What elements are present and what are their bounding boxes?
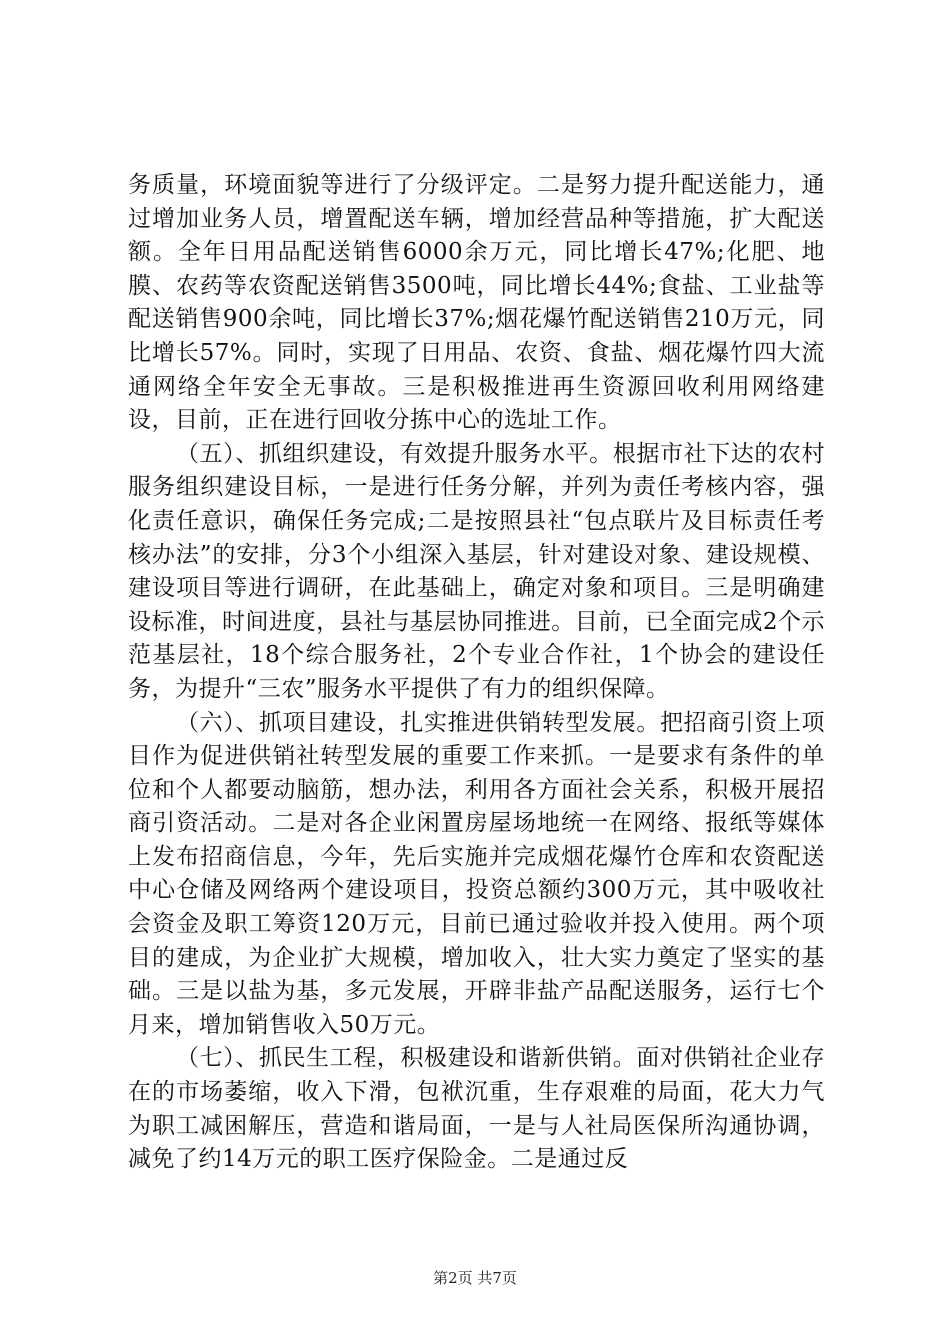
paragraph-section-7: （七）、抓民生工程，积极建设和谐新供销。面对供销社企业存在的市场萎缩，收入下滑，包袱沉重，生存艰难的局面，花大力气为职工减困解压，营造和谐局面，一是与人社局医保所沟通协调，减免了约14万元的职工医疗保险金。二是通过反 — [128, 1045, 825, 1173]
page-number-footer: 第2页 共7页 — [433, 1269, 517, 1287]
paragraph-continuation: 务质量，环境面貌等进行了分级评定。二是努力提升配送能力，通过增加业务人员，增置配送车辆，增加经营品种等措施，扩大配送额。全年日用品配送销售6000余万元，同比增长47%;化肥、地膜、农药等农资配送销售3500吨，同比增长44%;食盐、工业盐等配送销售900余吨，同比增长37%;烟花爆竹配送销售210万元，同比增长57%。同时，实现了日用品、农资、食盐、烟花爆竹四大流通网络全年安全无事故。三是积极推进再生资源回收利用网络建设，目前，正在进行回收分拣中心的选址工作。 — [128, 172, 825, 434]
paragraph-section-5: （五）、抓组织建设，有效提升服务水平。根据市社下达的农村服务组织建设目标，一是进行任务分解，并列为责任考核内容，强化责任意识，确保任务完成;二是按照县社“包点联片及目标责任考核办法”的安排，分3个小组深入基层，针对建设对象、建设规模、建设项目等进行调研，在此基础上，确定对象和项目。三是明确建设标准，时间进度，县社与基层协同推进。目前，已全面完成2个示范基层社，18个综合服务社，2个专业合作社，1个协会的建设任务，为提升“三农”服务水平提供了有力的组织保障。 — [128, 440, 825, 702]
paragraph-section-6: （六）、抓项目建设，扎实推进供销转型发展。把招商引资上项目作为促进供销社转型发展的重要工作来抓。一是要求有条件的单位和个人都要动脑筋，想办法，利用各方面社会关系，积极开展招商引资活动。二是对各企业闲置房屋场地统一在网络、报纸等媒体上发布招商信息，今年，先后实施并完成烟花爆竹仓库和农资配送中心仓储及网络两个建设项目，投资总额约300万元，其中吸收社会资金及职工筹资120万元，目前已通过验收并投入使用。两个项目的建成，为企业扩大规模，增加收入，壮大实力奠定了坚实的基础。三是以盐为基，多元发展，开辟非盐产品配送服务，运行七个月来，增加销售收入50万元。 — [128, 709, 825, 1038]
document-body — [128, 169, 825, 1177]
